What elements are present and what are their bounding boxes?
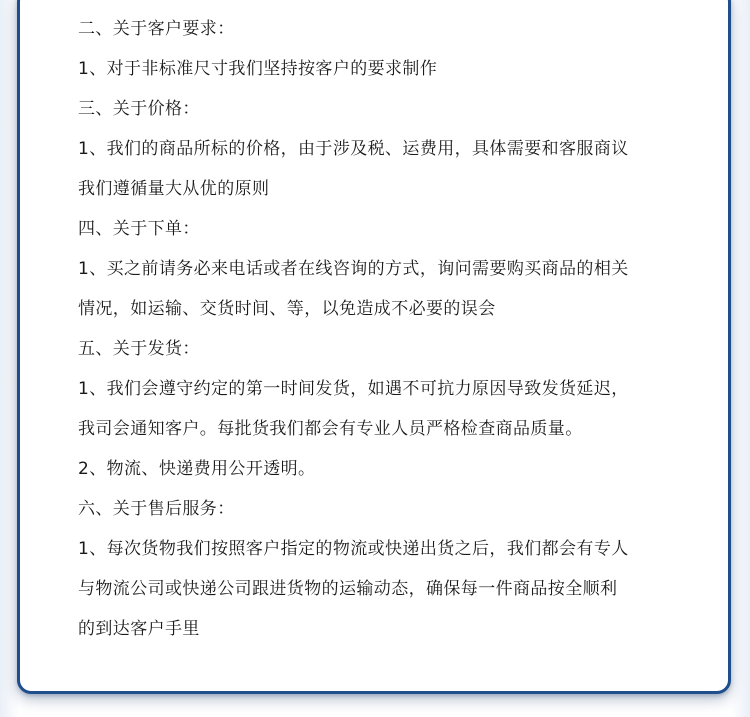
paragraph-line: 1、对于非标准尺寸我们坚持按客户的要求制作 — [78, 59, 438, 79]
policy-text — [78, 16, 688, 656]
paragraph-line: 的到达客户手里 — [78, 619, 200, 639]
paragraph-line: 1、我们会遵守约定的第一时间发货，如遇不可抗力原因导致发货延迟， — [78, 379, 629, 399]
paragraph-line: 2、物流、快递费用公开透明。 — [78, 459, 316, 479]
paragraph-line: 情况，如运输、交货时间、等，以免造成不必要的误会 — [78, 299, 496, 319]
section-heading-shipping: 五、关于发货： — [78, 339, 200, 359]
paragraph-line: 与物流公司或快递公司跟进货物的运输动态，确保每一件商品按全顺利 — [78, 579, 618, 599]
paragraph-line: 1、买之前请务必来电话或者在线咨询的方式，询问需要购买商品的相关 — [78, 259, 629, 279]
section-heading-ordering: 四、关于下单： — [78, 219, 200, 239]
section-heading-price: 三、关于价格： — [78, 99, 200, 119]
right-edge-shade — [730, 0, 750, 717]
paragraph-line: 我们遵循量大从优的原则 — [78, 179, 270, 199]
paragraph-line: 我司会通知客户。每批货我们都会有专业人员严格检查商品质量。 — [78, 419, 583, 439]
section-heading-customer-requirements: 二、关于客户要求： — [78, 19, 235, 39]
paragraph-line: 1、每次货物我们按照客户指定的物流或快递出货之后，我们都会有专人 — [78, 539, 629, 559]
paragraph-line: 1、我们的商品所标的价格，由于涉及税、运费用，具体需要和客服商议 — [78, 139, 629, 159]
section-heading-after-sales: 六、关于售后服务： — [78, 499, 235, 519]
